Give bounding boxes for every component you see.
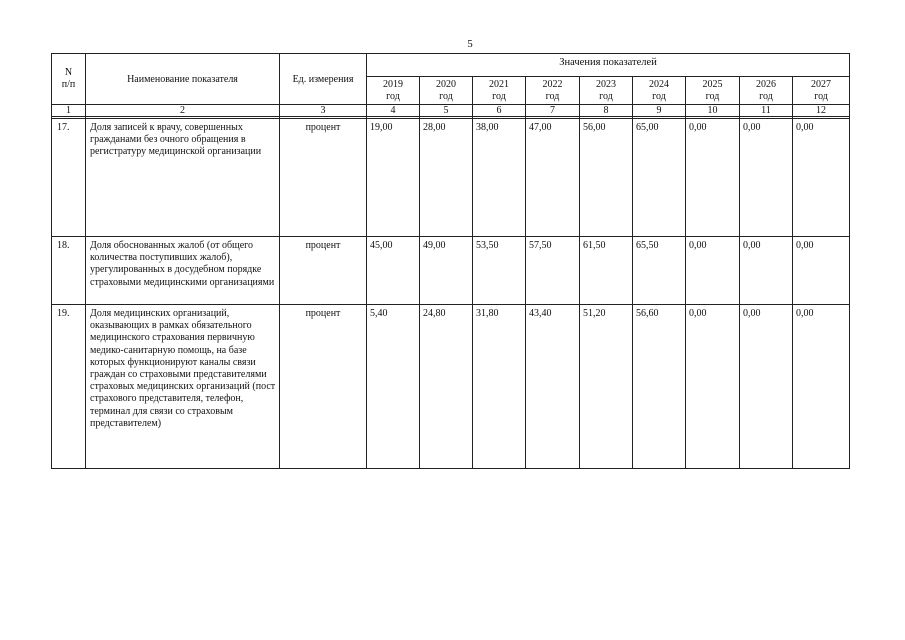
value-cell: 0,00	[740, 305, 793, 469]
header-year: 2023 год	[580, 77, 633, 105]
value-cell: 49,00	[420, 237, 473, 305]
indicator-name: Доля записей к врачу, совершенных гражданами без очного обращения в регистратуру медицинской организации	[86, 119, 280, 237]
value-cell: 0,00	[686, 119, 740, 237]
header-values: Значения показателей	[367, 54, 850, 77]
header-year: 2019 год	[367, 77, 420, 105]
unit-cell: процент	[280, 237, 367, 305]
header-num-line2: п/п	[61, 79, 76, 90]
column-number: 8	[580, 105, 633, 117]
value-cell: 56,60	[633, 305, 686, 469]
header-name: Наименование показателя	[86, 54, 280, 105]
value-cell: 31,80	[473, 305, 526, 469]
value-cell: 0,00	[686, 237, 740, 305]
value-cell: 43,40	[526, 305, 580, 469]
value-cell: 0,00	[740, 237, 793, 305]
value-cell: 65,50	[633, 237, 686, 305]
value-cell: 5,40	[367, 305, 420, 469]
header-year: 2020 год	[420, 77, 473, 105]
page-number: 5	[467, 38, 473, 50]
column-number: 5	[420, 105, 473, 117]
value-cell: 61,50	[580, 237, 633, 305]
unit-cell: процент	[280, 119, 367, 237]
header-year: 2021 год	[473, 77, 526, 105]
header-year: 2025 год	[686, 77, 740, 105]
column-number: 4	[367, 105, 420, 117]
value-cell: 45,00	[367, 237, 420, 305]
column-number: 6	[473, 105, 526, 117]
value-cell: 51,20	[580, 305, 633, 469]
value-cell: 19,00	[367, 119, 420, 237]
column-number: 12	[793, 105, 850, 117]
table-row	[52, 305, 850, 469]
indicator-name: Доля медицинских организаций, оказывающих в рамках обязательного медицинского страхования первичную медико-санитарную помощь, на базе которых функционируют каналы связи граждан со страховыми представителями страховых медицинских организаций (пост страхового представителя, телефон, терминал для связи со страховым представителем)	[86, 305, 280, 469]
header-num-line1: N	[64, 66, 73, 78]
indicator-name: Доля обоснованных жалоб (от общего количества поступивших жалоб), урегулированных в досудебном порядке страховыми медицинскими организациями	[86, 237, 280, 305]
value-cell: 57,50	[526, 237, 580, 305]
header-year: 2027 год	[793, 77, 850, 105]
value-cell: 47,00	[526, 119, 580, 237]
value-cell: 0,00	[686, 305, 740, 469]
column-number: 1	[52, 105, 86, 117]
value-cell: 56,00	[580, 119, 633, 237]
value-cell: 0,00	[793, 305, 850, 469]
column-number: 11	[740, 105, 793, 117]
header-year: 2024 год	[633, 77, 686, 105]
header-year: 2022 год	[526, 77, 580, 105]
row-number: 17.	[52, 119, 86, 237]
column-number: 10	[686, 105, 740, 117]
value-cell: 38,00	[473, 119, 526, 237]
value-cell: 0,00	[740, 119, 793, 237]
value-cell: 65,00	[633, 119, 686, 237]
value-cell: 0,00	[793, 237, 850, 305]
header-year: 2026 год	[740, 77, 793, 105]
table-row	[52, 237, 850, 305]
column-number: 7	[526, 105, 580, 117]
header-unit: Ед. измерения	[280, 54, 367, 105]
value-cell: 53,50	[473, 237, 526, 305]
column-number: 9	[633, 105, 686, 117]
value-cell: 0,00	[793, 119, 850, 237]
row-number: 18.	[52, 237, 86, 305]
header-num	[52, 54, 86, 105]
value-cell: 24,80	[420, 305, 473, 469]
column-number: 3	[280, 105, 367, 117]
indicators-table	[51, 53, 850, 469]
unit-cell: процент	[280, 305, 367, 469]
table-row	[52, 119, 850, 237]
row-number: 19.	[52, 305, 86, 469]
column-number: 2	[86, 105, 280, 117]
value-cell: 28,00	[420, 119, 473, 237]
